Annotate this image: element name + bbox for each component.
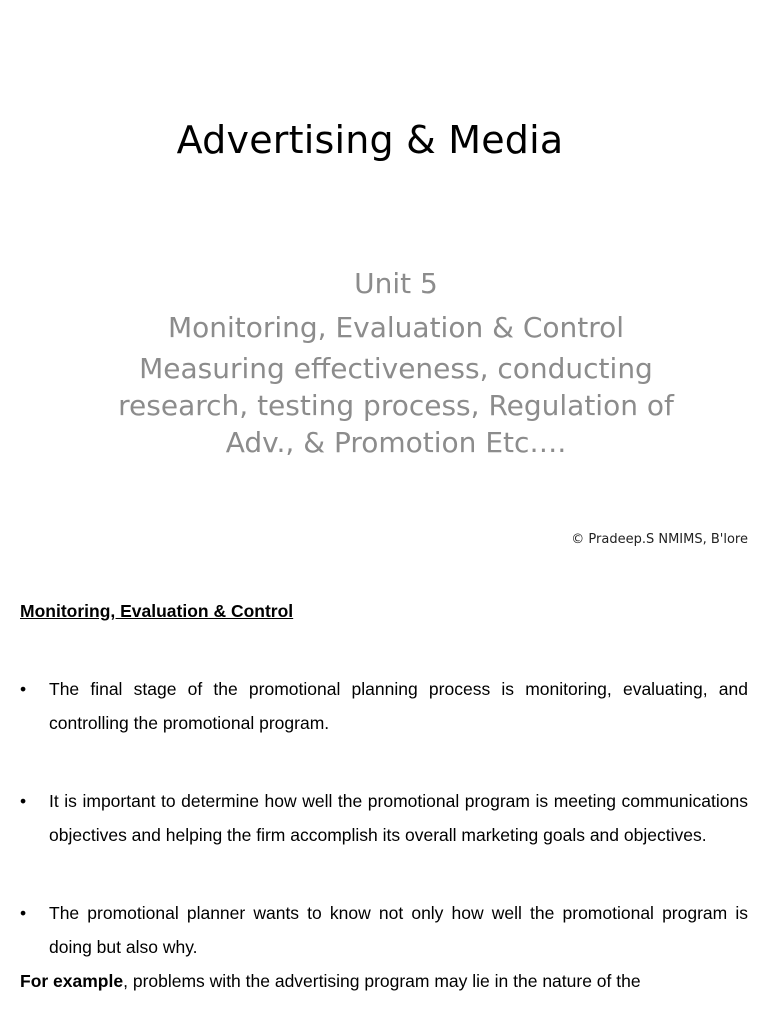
bullet-text: The promotional planner wants to know not only how well the promotional program is doing but also why. bbox=[49, 903, 748, 957]
bullet-item bbox=[20, 896, 748, 964]
slide-subtitle bbox=[96, 262, 696, 461]
section-heading: Monitoring, Evaluation & Control bbox=[20, 601, 294, 621]
unit-description-line: Measuring effectiveness, conducting bbox=[139, 352, 653, 385]
example-label: For example bbox=[20, 971, 124, 991]
bullet-icon: • bbox=[20, 903, 27, 923]
bullet-icon: • bbox=[20, 679, 27, 699]
bullet-item bbox=[20, 784, 748, 852]
bullet-icon: • bbox=[20, 791, 27, 811]
example-text: , problems with the advertising program may lie in the nature of the bbox=[123, 971, 641, 991]
bullet-text: The final stage of the promotional planning process is monitoring, evaluating, and controlling the promotional program. bbox=[49, 679, 748, 733]
bullet-item bbox=[20, 672, 748, 740]
unit-label: Unit 5 bbox=[354, 267, 438, 300]
document-body bbox=[20, 596, 748, 998]
copyright-notice: © Pradeep.S NMIMS, B'lore bbox=[571, 532, 748, 547]
bullet-list bbox=[20, 672, 748, 964]
slide-title: Advertising & Media bbox=[176, 118, 564, 162]
unit-description-line: Adv., & Promotion Etc…. bbox=[225, 426, 567, 459]
bullet-text: It is important to determine how well the promotional program is meeting communications objectives and helping the firm accomplish its overall marketing goals and objectives. bbox=[49, 791, 748, 845]
unit-topic: Monitoring, Evaluation & Control bbox=[167, 311, 625, 344]
unit-description-line: research, testing process, Regulation of bbox=[118, 389, 674, 422]
unit-description bbox=[96, 350, 696, 461]
example-paragraph bbox=[20, 964, 748, 998]
